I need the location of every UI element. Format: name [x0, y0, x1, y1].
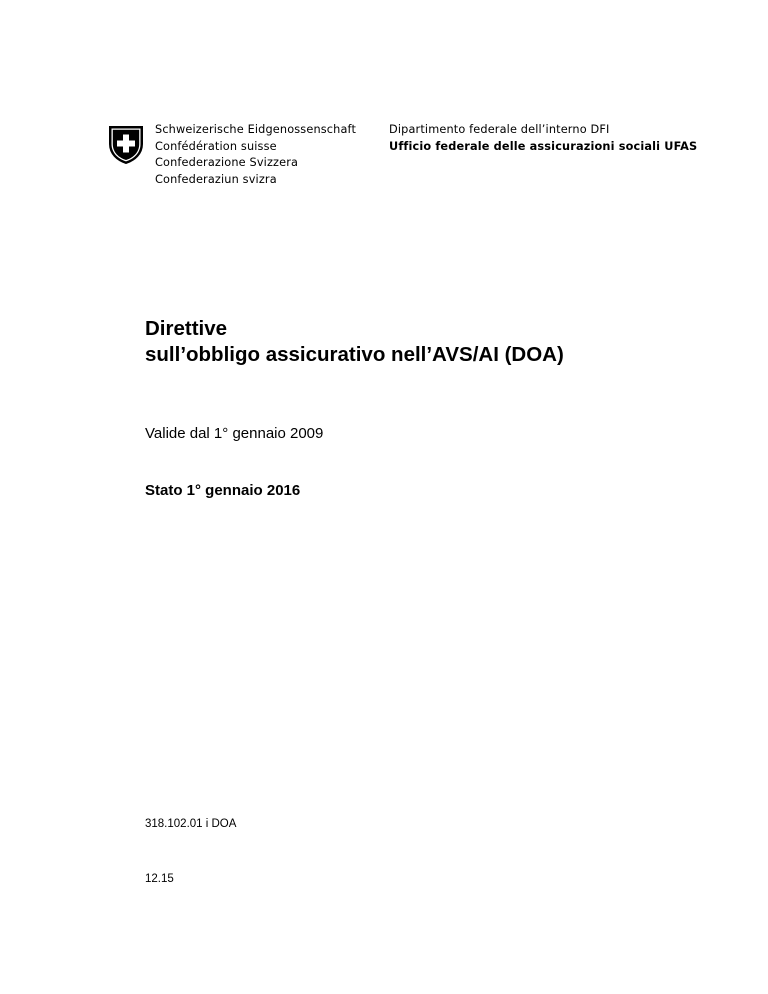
office-name: Ufficio federale delle assicurazioni sociali UFAS [389, 139, 698, 153]
confederation-name-it: Confederazione Svizzera [155, 156, 299, 169]
status-date: Stato 1° gennaio 2016 [145, 482, 301, 499]
department-block [389, 122, 697, 155]
swiss-coat-of-arms-icon [108, 125, 144, 165]
confederation-name-de: Schweizerische Eidgenossenschaft [155, 123, 357, 136]
title-line-2: sull’obbligo assicurativo nell’AVS/AI (DOA) [145, 343, 564, 366]
letterhead [108, 122, 708, 192]
reference-number: 318.102.01 i DOA [145, 818, 237, 830]
title-line-1: Direttive [145, 317, 228, 340]
document-title [145, 316, 564, 368]
confederation-names [155, 122, 356, 188]
edition-date: 12.15 [145, 873, 174, 885]
confederation-name-rm: Confederaziun svizra [155, 172, 277, 186]
validity-date: Valide dal 1° gennaio 2009 [145, 425, 324, 442]
confederation-name-fr: Confédération suisse [155, 139, 277, 153]
department-name: Dipartimento federale dell’interno DFI [389, 123, 610, 136]
